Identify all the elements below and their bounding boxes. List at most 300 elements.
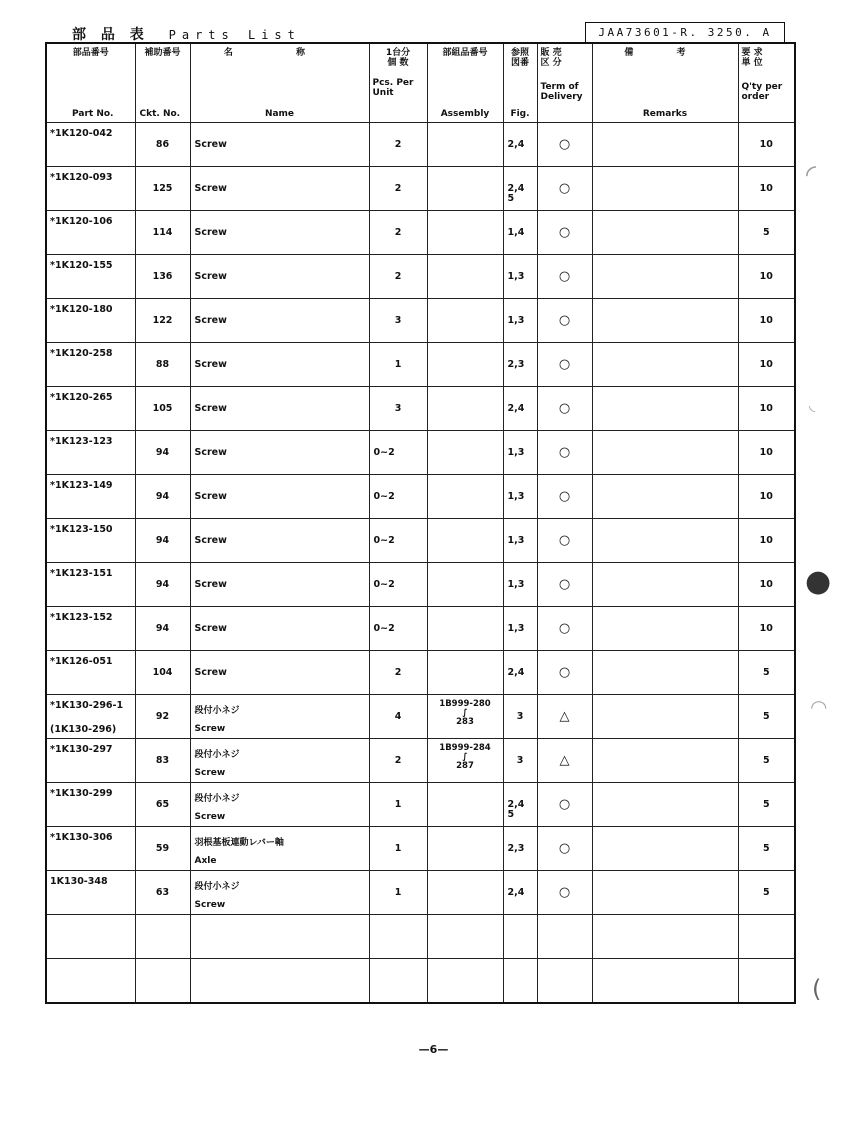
- fig-number: 2,4: [507, 139, 525, 150]
- table-row: [46, 211, 795, 255]
- cell-term: [537, 915, 592, 959]
- remarks: [597, 255, 738, 298]
- cell-part-no: [46, 211, 135, 255]
- ckt-number: 122: [152, 315, 173, 326]
- pcs-per-unit: 1: [394, 359, 402, 370]
- remarks: [597, 827, 738, 870]
- cell-pcs-per-unit: [369, 123, 427, 167]
- cell-remarks: [592, 695, 738, 739]
- qty-per-order: 10: [759, 623, 773, 634]
- cell-part-no: [46, 343, 135, 387]
- term-of-delivery-symbol: ○: [558, 665, 571, 680]
- cell-assembly: [427, 255, 503, 299]
- cell-term: [537, 827, 592, 871]
- header-term-of-delivery: 販 売 区 分 Term of Delivery: [537, 43, 592, 123]
- part-number: *1K120-265: [50, 392, 113, 403]
- table-row: [46, 167, 795, 211]
- cell-ckt-no: [135, 123, 190, 167]
- part-name-jp: 段付小ネジ: [194, 706, 240, 716]
- table-header-row: [46, 43, 795, 123]
- cell-term: [537, 167, 592, 211]
- cell-assembly: [427, 827, 503, 871]
- term-of-delivery-symbol: ○: [558, 577, 571, 592]
- remarks: [597, 651, 738, 694]
- ckt-number: 92: [155, 711, 170, 722]
- cell-qty: [738, 563, 795, 607]
- cell-name: [190, 827, 369, 871]
- fig-number: 1,3: [507, 623, 525, 634]
- cell-qty: [738, 519, 795, 563]
- term-of-delivery-symbol: ○: [558, 621, 571, 636]
- cell-pcs-per-unit: [369, 959, 427, 1004]
- remarks: [597, 167, 738, 210]
- cell-part-no: [46, 167, 135, 211]
- term-of-delivery-symbol: [538, 959, 592, 1002]
- cell-ckt-no: [135, 167, 190, 211]
- cell-assembly: [427, 299, 503, 343]
- cell-name: [190, 255, 369, 299]
- ckt-number: 105: [152, 403, 173, 414]
- remarks: [597, 695, 738, 738]
- cell-qty: [738, 475, 795, 519]
- ckt-number: 63: [155, 887, 170, 898]
- table-row: [46, 871, 795, 915]
- cell-name: [190, 871, 369, 915]
- cell-term: [537, 695, 592, 739]
- cell-name: [190, 123, 369, 167]
- cell-term: [537, 607, 592, 651]
- page-number: —6—: [418, 1043, 449, 1056]
- cell-name: [190, 915, 369, 959]
- part-number: *1K120-180: [50, 304, 113, 315]
- part-name: Screw: [194, 227, 227, 238]
- table-row: [46, 255, 795, 299]
- qty-per-order: 10: [759, 271, 773, 282]
- ckt-number: 86: [155, 139, 170, 150]
- remarks: [597, 299, 738, 342]
- cell-remarks: [592, 299, 738, 343]
- qty-per-order: 10: [759, 139, 773, 150]
- page-title: [72, 24, 301, 44]
- cell-pcs-per-unit: [369, 167, 427, 211]
- cell-remarks: [592, 959, 738, 1004]
- cell-qty: [738, 739, 795, 783]
- cell-part-no: [46, 387, 135, 431]
- cell-remarks: [592, 915, 738, 959]
- qty-per-order: 10: [759, 359, 773, 370]
- part-name-jp: 羽根基板連動レバー軸: [194, 838, 284, 848]
- cell-ckt-no: [135, 959, 190, 1004]
- cell-assembly: [427, 651, 503, 695]
- part-name: Screw: [194, 535, 227, 546]
- cell-fig: [503, 783, 537, 827]
- part-number: *1K120-106: [50, 216, 113, 227]
- term-of-delivery-symbol: ○: [558, 533, 571, 548]
- term-of-delivery-symbol: ○: [558, 401, 571, 416]
- cell-pcs-per-unit: [369, 255, 427, 299]
- cell-fig: [503, 211, 537, 255]
- fig-number: 2,3: [507, 359, 525, 370]
- fig-number: 1,3: [507, 579, 525, 590]
- cell-pcs-per-unit: [369, 915, 427, 959]
- qty-per-order: [739, 915, 795, 958]
- pcs-per-unit: 2: [394, 271, 402, 282]
- punch-hole-mark: (: [812, 975, 822, 1003]
- punch-hole-mark: ●: [805, 564, 832, 599]
- term-of-delivery-symbol: [538, 915, 592, 958]
- cell-term: [537, 211, 592, 255]
- cell-ckt-no: [135, 783, 190, 827]
- cell-ckt-no: [135, 651, 190, 695]
- part-number: *1K120-258: [50, 348, 113, 359]
- cell-remarks: [592, 827, 738, 871]
- punch-hole-mark: ◜: [806, 160, 817, 190]
- part-number: 1K130-348: [50, 876, 108, 887]
- ckt-number: 125: [152, 183, 173, 194]
- cell-assembly: [427, 563, 503, 607]
- punch-hole-mark: ◠: [810, 695, 828, 719]
- header-assembly: 部組品番号 Assembly: [427, 43, 503, 123]
- cell-ckt-no: [135, 915, 190, 959]
- table-row: [46, 695, 795, 739]
- cell-ckt-no: [135, 475, 190, 519]
- punch-hole-mark: ◟: [809, 395, 816, 414]
- remarks: [597, 123, 738, 166]
- cell-pcs-per-unit: [369, 475, 427, 519]
- cell-ckt-no: [135, 255, 190, 299]
- cell-pcs-per-unit: [369, 519, 427, 563]
- term-of-delivery-symbol: ○: [558, 797, 571, 812]
- cell-term: [537, 871, 592, 915]
- part-name: Screw: [194, 667, 227, 678]
- cell-ckt-no: [135, 563, 190, 607]
- table-row: [46, 915, 795, 959]
- ckt-number: 136: [152, 271, 173, 282]
- cell-fig: [503, 387, 537, 431]
- cell-term: [537, 299, 592, 343]
- parts-list-table: [45, 42, 796, 1004]
- cell-fig: [503, 431, 537, 475]
- pcs-per-unit: 2: [394, 183, 402, 194]
- cell-part-no: [46, 695, 135, 739]
- cell-qty: [738, 827, 795, 871]
- cell-assembly: [427, 475, 503, 519]
- cell-assembly: [427, 871, 503, 915]
- part-number: *1K130-297: [50, 744, 113, 755]
- cell-remarks: [592, 255, 738, 299]
- part-number: *1K123-151: [50, 568, 113, 579]
- table-row: [46, 651, 795, 695]
- qty-per-order: 5: [762, 799, 770, 810]
- pcs-per-unit: [370, 915, 427, 958]
- qty-per-order: 10: [759, 535, 773, 546]
- pcs-per-unit: 2: [394, 139, 402, 150]
- cell-fig: [503, 959, 537, 1004]
- pcs-per-unit: 3: [394, 315, 402, 326]
- cell-ckt-no: [135, 739, 190, 783]
- cell-remarks: [592, 387, 738, 431]
- table-row: [46, 739, 795, 783]
- qty-per-order: 10: [759, 579, 773, 590]
- part-number: *1K123-149: [50, 480, 113, 491]
- cell-term: [537, 959, 592, 1004]
- cell-remarks: [592, 563, 738, 607]
- fig-number: 2,4 5: [507, 799, 525, 820]
- cell-fig: [503, 563, 537, 607]
- ckt-number: 94: [155, 579, 170, 590]
- remarks: [597, 343, 738, 386]
- cell-term: [537, 563, 592, 607]
- part-name: Screw: [194, 271, 227, 282]
- part-name-jp: 段付小ネジ: [194, 750, 240, 760]
- cell-assembly: [427, 695, 503, 739]
- header-pcs-per-unit: 1台分 個 数 Pcs. Per Unit: [369, 43, 427, 123]
- pcs-per-unit: 0~2: [373, 623, 395, 634]
- fig-number: 2,4: [507, 667, 525, 678]
- qty-per-order: 5: [762, 843, 770, 854]
- cell-term: [537, 739, 592, 783]
- cell-assembly: [427, 167, 503, 211]
- cell-assembly: [427, 519, 503, 563]
- cell-remarks: [592, 783, 738, 827]
- header-part-no: 部品番号 Part No.: [46, 43, 135, 123]
- part-name: [195, 959, 369, 1002]
- cell-pcs-per-unit: [369, 607, 427, 651]
- term-of-delivery-symbol: ○: [558, 225, 571, 240]
- cell-term: [537, 387, 592, 431]
- fig-number: 3: [516, 755, 524, 766]
- cell-name: [190, 431, 369, 475]
- pcs-per-unit: 4: [394, 711, 402, 722]
- cell-fig: [503, 827, 537, 871]
- cell-fig: [503, 167, 537, 211]
- cell-pcs-per-unit: [369, 563, 427, 607]
- ckt-number: 59: [155, 843, 170, 854]
- cell-name: [190, 299, 369, 343]
- cell-assembly: [427, 915, 503, 959]
- cell-part-no: [46, 519, 135, 563]
- table-row: [46, 299, 795, 343]
- remarks: [597, 915, 738, 958]
- part-name: Screw: [194, 900, 226, 910]
- cell-pcs-per-unit: [369, 827, 427, 871]
- qty-per-order: 10: [759, 315, 773, 326]
- cell-name: [190, 343, 369, 387]
- cell-part-no: [46, 871, 135, 915]
- part-name: Screw: [194, 579, 227, 590]
- qty-per-order: 10: [759, 447, 773, 458]
- cell-pcs-per-unit: [369, 387, 427, 431]
- part-number: *1K126-051: [50, 656, 113, 667]
- cell-remarks: [592, 519, 738, 563]
- table-row: [46, 475, 795, 519]
- cell-term: [537, 519, 592, 563]
- cell-ckt-no: [135, 871, 190, 915]
- cell-term: [537, 255, 592, 299]
- cell-pcs-per-unit: [369, 343, 427, 387]
- cell-fig: [503, 651, 537, 695]
- cell-part-no: [46, 563, 135, 607]
- cell-assembly: [427, 387, 503, 431]
- cell-assembly: [427, 211, 503, 255]
- document-code: JAA73601-R. 3250. A: [585, 22, 785, 42]
- cell-remarks: [592, 651, 738, 695]
- ckt-number: 88: [155, 359, 170, 370]
- pcs-per-unit: 0~2: [373, 491, 395, 502]
- ckt-number: [136, 915, 190, 958]
- remarks: [597, 431, 738, 474]
- part-number: *1K120-093: [50, 172, 113, 183]
- pcs-per-unit: 1: [394, 843, 402, 854]
- cell-assembly: [427, 123, 503, 167]
- cell-name: [190, 651, 369, 695]
- cell-term: [537, 475, 592, 519]
- pcs-per-unit: 0~2: [373, 579, 395, 590]
- part-name: Screw: [194, 139, 227, 150]
- cell-qty: [738, 387, 795, 431]
- part-number: *1K123-123: [50, 436, 113, 447]
- ckt-number: 83: [155, 755, 170, 766]
- table-row: [46, 431, 795, 475]
- cell-pcs-per-unit: [369, 211, 427, 255]
- cell-assembly: [427, 739, 503, 783]
- cell-ckt-no: [135, 211, 190, 255]
- term-of-delivery-symbol: △: [559, 709, 570, 724]
- cell-part-no: [46, 299, 135, 343]
- term-of-delivery-symbol: △: [559, 753, 570, 768]
- cell-fig: [503, 123, 537, 167]
- term-of-delivery-symbol: ○: [558, 841, 571, 856]
- pcs-per-unit: 0~2: [373, 447, 395, 458]
- part-number: *1K130-299: [50, 788, 113, 799]
- term-of-delivery-symbol: ○: [558, 313, 571, 328]
- remarks: [597, 519, 738, 562]
- part-number: *1K130-296-1: [50, 700, 124, 711]
- fig-number: 1,4: [507, 227, 525, 238]
- qty-per-order: 10: [759, 491, 773, 502]
- term-of-delivery-symbol: ○: [558, 269, 571, 284]
- term-of-delivery-symbol: ○: [558, 445, 571, 460]
- cell-fig: [503, 255, 537, 299]
- cell-fig: [503, 299, 537, 343]
- header-fig: 参照 図番 Fig.: [503, 43, 537, 123]
- cell-ckt-no: [135, 827, 190, 871]
- cell-qty: [738, 431, 795, 475]
- table-row: [46, 607, 795, 651]
- cell-remarks: [592, 607, 738, 651]
- part-name: Screw: [194, 768, 226, 778]
- remarks: [597, 563, 738, 606]
- cell-qty: [738, 123, 795, 167]
- cell-remarks: [592, 123, 738, 167]
- cell-assembly: [427, 959, 503, 1004]
- cell-term: [537, 123, 592, 167]
- ckt-number: 94: [155, 623, 170, 634]
- cell-pcs-per-unit: [369, 651, 427, 695]
- part-name: Screw: [194, 623, 227, 634]
- cell-assembly: [427, 431, 503, 475]
- pcs-per-unit: 2: [394, 227, 402, 238]
- remarks: [597, 739, 738, 782]
- cell-fig: [503, 343, 537, 387]
- remarks: [597, 783, 738, 826]
- cell-name: [190, 519, 369, 563]
- pcs-per-unit: 0~2: [373, 535, 395, 546]
- qty-per-order: 10: [759, 183, 773, 194]
- part-number: *1K123-152: [50, 612, 113, 623]
- fig-number: 2,4: [507, 887, 525, 898]
- ckt-number: 94: [155, 447, 170, 458]
- cell-assembly: [427, 607, 503, 651]
- cell-name: [190, 607, 369, 651]
- term-of-delivery-symbol: ○: [558, 489, 571, 504]
- cell-fig: [503, 915, 537, 959]
- cell-name: [190, 783, 369, 827]
- cell-qty: [738, 211, 795, 255]
- cell-qty: [738, 695, 795, 739]
- header-name: 名 称 Name: [190, 43, 369, 123]
- fig-number: 1,3: [507, 491, 525, 502]
- cell-term: [537, 783, 592, 827]
- assembly-number: 1B999-284 ∫ 287: [439, 743, 491, 771]
- ckt-number: 104: [152, 667, 173, 678]
- fig-number: 2,3: [507, 843, 525, 854]
- cell-qty: [738, 783, 795, 827]
- part-name: Screw: [194, 812, 226, 822]
- cell-name: [190, 387, 369, 431]
- table-row: [46, 783, 795, 827]
- pcs-per-unit: 3: [394, 403, 402, 414]
- cell-qty: [738, 651, 795, 695]
- cell-ckt-no: [135, 695, 190, 739]
- part-name: Screw: [194, 491, 227, 502]
- cell-name: [190, 959, 369, 1004]
- cell-fig: [503, 695, 537, 739]
- part-name: Screw: [194, 403, 227, 414]
- cell-remarks: [592, 167, 738, 211]
- cell-qty: [738, 299, 795, 343]
- part-name-jp: 段付小ネジ: [194, 794, 240, 804]
- cell-pcs-per-unit: [369, 783, 427, 827]
- cell-part-no: [46, 827, 135, 871]
- part-name-jp: 段付小ネジ: [194, 882, 240, 892]
- part-name: Screw: [194, 315, 227, 326]
- title-jp: 部 品 表: [72, 27, 149, 43]
- remarks: [597, 211, 738, 254]
- qty-per-order: [739, 959, 795, 1002]
- cell-term: [537, 651, 592, 695]
- cell-name: [190, 211, 369, 255]
- header-ckt-no: 補助番号 Ckt. No.: [135, 43, 190, 123]
- qty-per-order: 5: [762, 667, 770, 678]
- cell-name: [190, 739, 369, 783]
- cell-remarks: [592, 871, 738, 915]
- cell-part-no: [46, 915, 135, 959]
- qty-per-order: 5: [762, 227, 770, 238]
- table-row: [46, 343, 795, 387]
- ckt-number: 65: [155, 799, 170, 810]
- remarks: [597, 871, 738, 914]
- ckt-number: 94: [155, 491, 170, 502]
- assembly-number: 1B999-280 ∫ 283: [439, 699, 491, 727]
- cell-remarks: [592, 475, 738, 519]
- cell-part-no: [46, 475, 135, 519]
- fig-number: 1,3: [507, 315, 525, 326]
- ckt-number: 94: [155, 535, 170, 546]
- part-name: Screw: [194, 183, 227, 194]
- fig-number: 2,4 5: [507, 183, 525, 204]
- cell-fig: [503, 739, 537, 783]
